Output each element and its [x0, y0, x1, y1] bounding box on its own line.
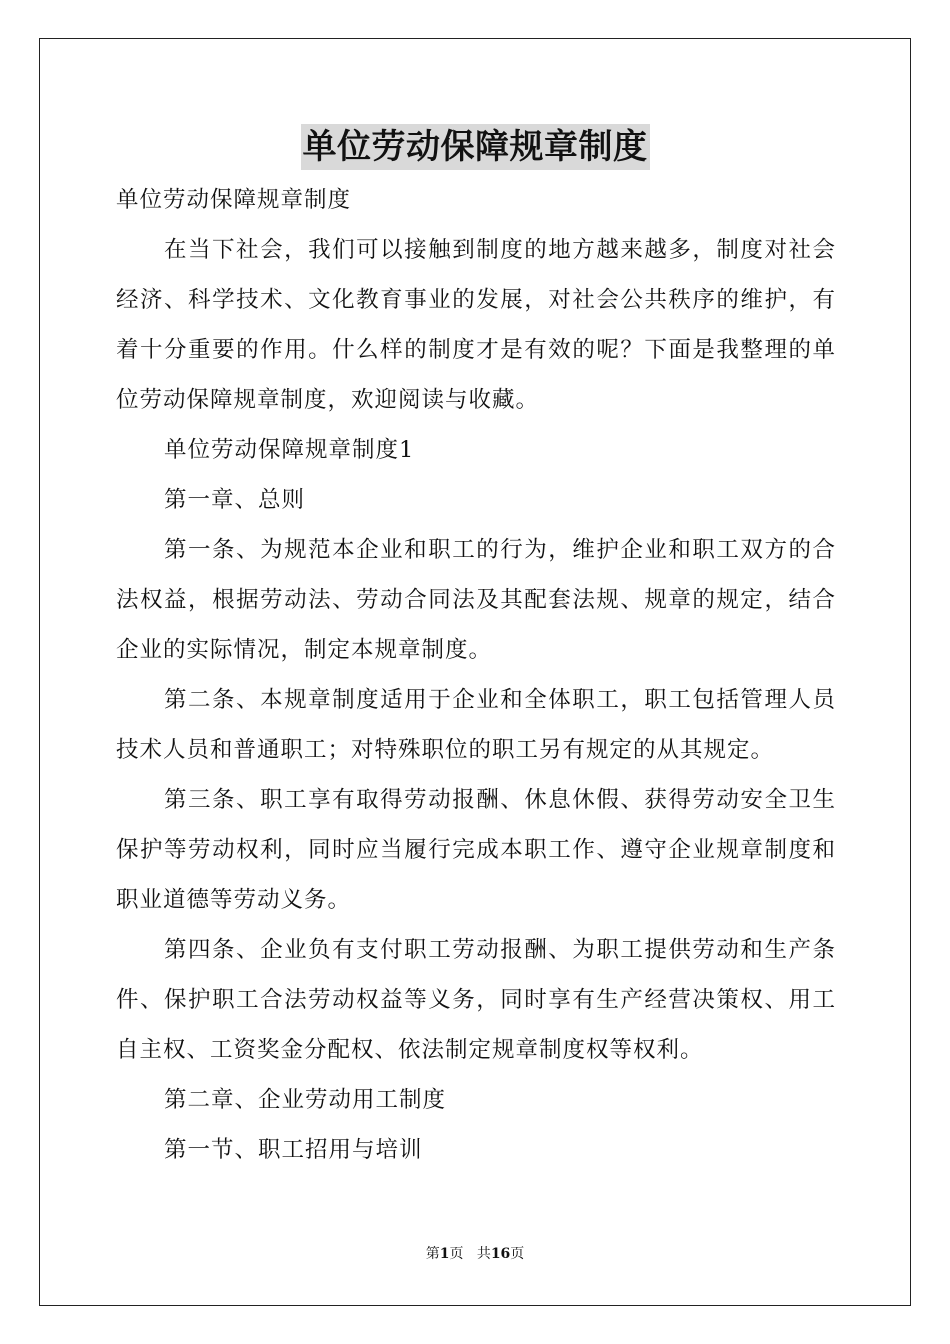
paragraph-article-1: 第一条、为规范本企业和职工的行为，维护企业和职工双方的合法权益，根据劳动法、劳动合同法及其配套法规、规章的规定，结合企业的实际情况，制定本规章制度。 [116, 537, 836, 663]
paragraph-chapter-2: 第二章、企业劳动用工制度 [164, 1087, 447, 1113]
footer-total-pages: 16 [490, 1246, 511, 1262]
footer-page-suffix: 页 [449, 1246, 464, 1262]
footer-page-prefix: 第 [425, 1246, 440, 1262]
footer-total-suffix: 页 [510, 1246, 525, 1262]
document-title: 单位劳动保障规章制度 [301, 124, 650, 170]
title-container [0, 124, 950, 170]
document-body [116, 175, 836, 1175]
paragraph-article-4: 第四条、企业负有支付职工劳动报酬、为职工提供劳动和生产条件、保护职工合法劳动权益等义务，同时享有生产经营决策权、用工自主权、工资奖金分配权、依法制定规章制度权等权利。 [116, 937, 836, 1063]
paragraph-section-1: 第一节、职工招用与培训 [164, 1137, 423, 1163]
page-footer [0, 1244, 950, 1264]
paragraph-chapter-1: 第一章、总则 [164, 487, 306, 513]
paragraph-article-2: 第二条、本规章制度适用于企业和全体职工，职工包括管理人员技术人员和普通职工；对特殊职位的职工另有规定的从其规定。 [116, 687, 836, 763]
paragraph-subtitle: 单位劳动保障规章制度 [116, 187, 352, 213]
footer-total-prefix: 共 [476, 1246, 491, 1262]
paragraph-article-3: 第三条、职工享有取得劳动报酬、休息休假、获得劳动安全卫生保护等劳动权利，同时应当履行完成本职工作、遵守企业规章制度和职业道德等劳动义务。 [116, 787, 836, 913]
footer-page-number: 1 [439, 1246, 450, 1262]
paragraph-intro: 在当下社会，我们可以接触到制度的地方越来越多，制度对社会经济、科学技术、文化教育事业的发展，对社会公共秩序的维护，有着十分重要的作用。什么样的制度才是有效的呢？下面是我整理的单位劳动保障规章制度，欢迎阅读与收藏。 [116, 237, 836, 413]
paragraph-section-heading: 单位劳动保障规章制度1 [164, 437, 415, 463]
